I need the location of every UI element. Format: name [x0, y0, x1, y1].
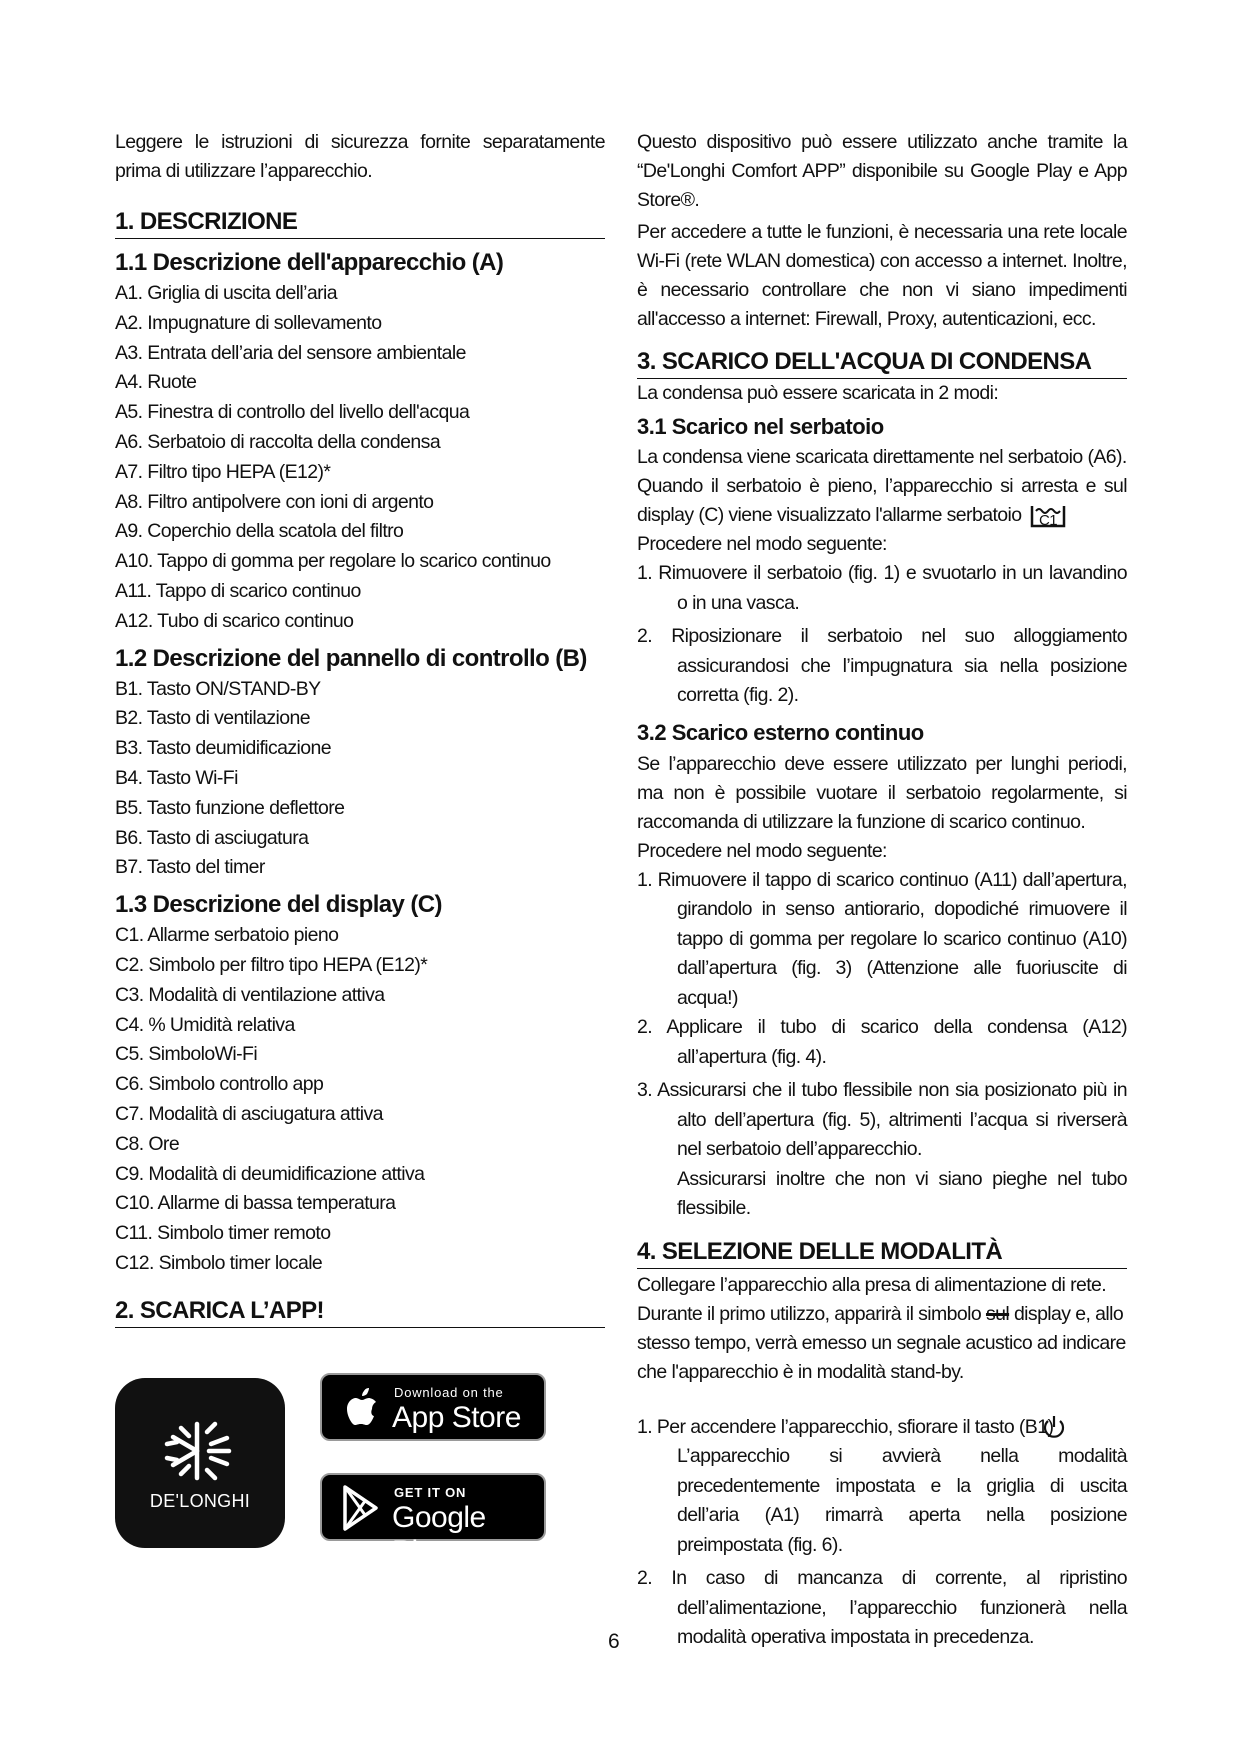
section-3-2-title: 3.2 Scarico esterno continuo: [637, 719, 924, 745]
list-item: A4. Ruote: [115, 371, 197, 394]
section-4-paragraph: [637, 1271, 1127, 1387]
list-item: A8. Filtro antipolvere con ioni di argento: [115, 490, 434, 513]
section-3-intro: La condensa può essere scaricata in 2 modi:: [637, 382, 999, 404]
display-list: [115, 921, 605, 1279]
control-panel-list: [115, 675, 605, 884]
list-item: 2. In caso di mancanza di corrente, al ripristino dell’alimentazione, l’apparecchio funzionerà nella modalità operativa impostata in precedenza.: [637, 1567, 1127, 1648]
list-item: C1. Allarme serbatoio pieno: [115, 924, 339, 947]
section-4-paragraph-part-b: display e, allo stesso tempo, verrà emesso un segnale acustico ad indicare che l'apparecchio è in modalità stand-by.: [637, 1302, 1126, 1383]
list-item: C3. Modalità di ventilazione attiva: [115, 983, 385, 1006]
snowflake-sun-icon: [115, 1382, 285, 1502]
list-item: B2. Tasto di ventilazione: [115, 707, 310, 730]
list-item: A1. Griglia di uscita dell’aria: [115, 282, 338, 304]
list-item: A7. Filtro tipo HEPA (E12)*: [115, 460, 331, 483]
section-1-title: 1. DESCRIZIONE: [115, 208, 605, 239]
app-store-big-text: App Store: [392, 1401, 521, 1434]
standby-symbol-strikethrough: sul: [985, 1302, 1010, 1325]
apple-logo-icon: [342, 1383, 386, 1433]
list-item: A5. Finestra di controllo del livello dell'acqua: [115, 401, 470, 424]
section-3-1-paragraph-2-text: Quando il serbatoio è pieno, l’apparecchio si arresta e sul display (C) viene visualizzato l'allarme serbatoio: [637, 475, 1127, 526]
section-3-1-paragraph-1: La condensa viene scaricata direttamente nel serbatoio (A6).: [637, 446, 1127, 468]
section-4-title: 4. SELEZIONE DELLE MODALITÀ: [637, 1238, 1127, 1269]
google-play-logo-icon: [340, 1484, 384, 1532]
list-item: B3. Tasto deumidificazione: [115, 737, 332, 760]
list-item: B5. Tasto funzione deflettore: [115, 796, 345, 819]
list-item: C11. Simbolo timer remoto: [115, 1222, 331, 1245]
list-item: A10. Tappo di gomma per regolare lo scarico continuo: [115, 550, 551, 573]
delonghi-app-icon[interactable]: [115, 1378, 285, 1548]
list-item: C10. Allarme di bassa temperatura: [115, 1192, 396, 1215]
page-number: 6: [608, 1630, 620, 1653]
list-item-continuation: Assicurarsi inoltre che non vi siano pieghe nel tubo flessibile.: [677, 1167, 1127, 1219]
list-item: 3. Assicurarsi che il tubo flessibile non sia posizionato più in alto dell’apertura (fig. 5), altrimenti l’acqua si riverserà nel serbatoio dell’apparecchio.: [637, 1079, 1127, 1160]
section-3-2-procedure: Procedere nel modo seguente:: [637, 839, 887, 862]
tank-full-icon: [1026, 502, 1068, 530]
app-store-small-text: Download on the: [394, 1385, 504, 1400]
appliance-parts-list: [115, 279, 605, 637]
list-item: C4. % Umidità relativa: [115, 1013, 295, 1036]
list-item: C9. Modalità di deumidificazione attiva: [115, 1162, 425, 1185]
list-item: C5. SimboloWi-Fi: [115, 1043, 258, 1066]
section-3-title: 3. SCARICO DELL'ACQUA DI CONDENSA: [637, 348, 1127, 379]
section-4-paragraph-part-a: Collegare l’apparecchio alla presa di alimentazione di rete. Durante il primo utilizzo, apparirà il simbolo: [637, 1273, 1107, 1325]
google-play-badge[interactable]: [320, 1473, 546, 1568]
section-3-1-procedure: Procedere nel modo seguente:: [637, 533, 887, 555]
list-item: B1. Tasto ON/STAND-BY: [115, 677, 321, 700]
tank-alarm-code: C1: [1039, 511, 1058, 529]
list-item: C6. Simbolo controllo app: [115, 1073, 324, 1096]
list-item: 1. Rimuovere il serbatoio (fig. 1) e svuotarlo in un lavandino o in una vasca.: [637, 562, 1127, 614]
safety-intro: Leggere le istruzioni di sicurezza fornite separatamente prima di utilizzare l’apparecchio.: [115, 131, 605, 182]
section-2-title: 2. SCARICA L’APP!: [115, 1297, 605, 1328]
list-item: C7. Modalità di asciugatura attiva: [115, 1102, 383, 1125]
section-1-1-title: 1.1 Descrizione dell'apparecchio (A): [115, 249, 504, 276]
step-1-text-a: 1. Per accendere l’apparecchio, sfiorare il tasto: [637, 1415, 1015, 1438]
list-item: A11. Tappo di scarico continuo: [115, 579, 361, 602]
section-3-2-paragraph: Se l’apparecchio deve essere utilizzato per lunghi periodi, ma non è possibile vuotare il serbatoio regolarmente, si raccomanda di utilizzare la funzione di scarico continuo.: [637, 752, 1127, 833]
google-play-big-text: Google Play: [392, 1501, 486, 1568]
google-play-small-text: GET IT ON: [394, 1485, 467, 1500]
brand-label: DE'LONGHI: [149, 1491, 251, 1511]
list-item: C12. Simbolo timer locale: [115, 1251, 323, 1274]
app-paragraph-1: Questo dispositivo può essere utilizzato anche tramite la “De'Longhi Comfort APP” disponibile su Google Play e App Store®.: [637, 131, 1127, 211]
list-item: A2. Impugnature di sollevamento: [115, 311, 382, 334]
list-item: B4. Tasto Wi-Fi: [115, 766, 238, 789]
list-item: A6. Serbatoio di raccolta della condensa: [115, 430, 441, 453]
list-item: 2. Applicare il tubo di scarico della condensa (A12) all’apertura (fig. 4).: [637, 1016, 1127, 1068]
power-button-label: (B1): [1018, 1415, 1054, 1438]
list-item: A12. Tubo di scarico continuo: [115, 609, 354, 632]
list-item: A3. Entrata dell’aria del sensore ambientale: [115, 341, 466, 364]
section-1-2-title: 1.2 Descrizione del pannello di controllo (B): [115, 644, 587, 672]
app-paragraph-2: Per accedere a tutte le funzioni, è necessaria una rete locale Wi-Fi (rete WLAN domestica) con accesso a internet. Inoltre, è necessario controllare che non vi siano impedimenti all'accesso a internet: Firewall, Proxy, autenticazioni, ecc.: [637, 221, 1127, 330]
list-item: A9. Coperchio della scatola del filtro: [115, 520, 404, 543]
section-1-3-title: 1.3 Descrizione del display (C): [115, 891, 442, 919]
list-item: B7. Tasto del timer: [115, 856, 265, 879]
list-item: [637, 1413, 1127, 1561]
app-store-badge[interactable]: [320, 1373, 546, 1441]
left-column: [115, 128, 605, 1328]
list-item: 1. Rimuovere il tappo di scarico continuo (A11) dall’apertura, girandolo in senso antiorario, dopodiché rimuovere il tappo di gomma per regolare lo scarico continuo (A10) dall’apertura (fig. 3) (Attenzione alle fuoriuscite di acqua!): [637, 868, 1127, 1009]
section-3-1-title: 3.1 Scarico nel serbatoio: [637, 414, 884, 439]
step-1-text-b: L’apparecchio si avvierà nella modalità precedentemente impostata e la griglia di uscita dell’aria (A1) rimarrà aperta nella posizione preimpostata (fig. 6).: [677, 1445, 1127, 1556]
list-item: 2. Riposizionare il serbatoio nel suo alloggiamento assicurandosi che l’impugnatura sia nella posizione corretta (fig. 2).: [637, 625, 1127, 706]
section-3-1-paragraph-2: [637, 472, 1127, 530]
list-item: C2. Simbolo per filtro tipo HEPA (E12)*: [115, 953, 428, 976]
power-icon: [1040, 1414, 1068, 1440]
tank-alarm-badge: [1026, 502, 1068, 530]
list-item: C8. Ore: [115, 1132, 180, 1155]
list-item: B6. Tasto di asciugatura: [115, 826, 309, 849]
right-column: [637, 128, 1127, 1653]
power-button-ref: [1019, 1416, 1068, 1438]
